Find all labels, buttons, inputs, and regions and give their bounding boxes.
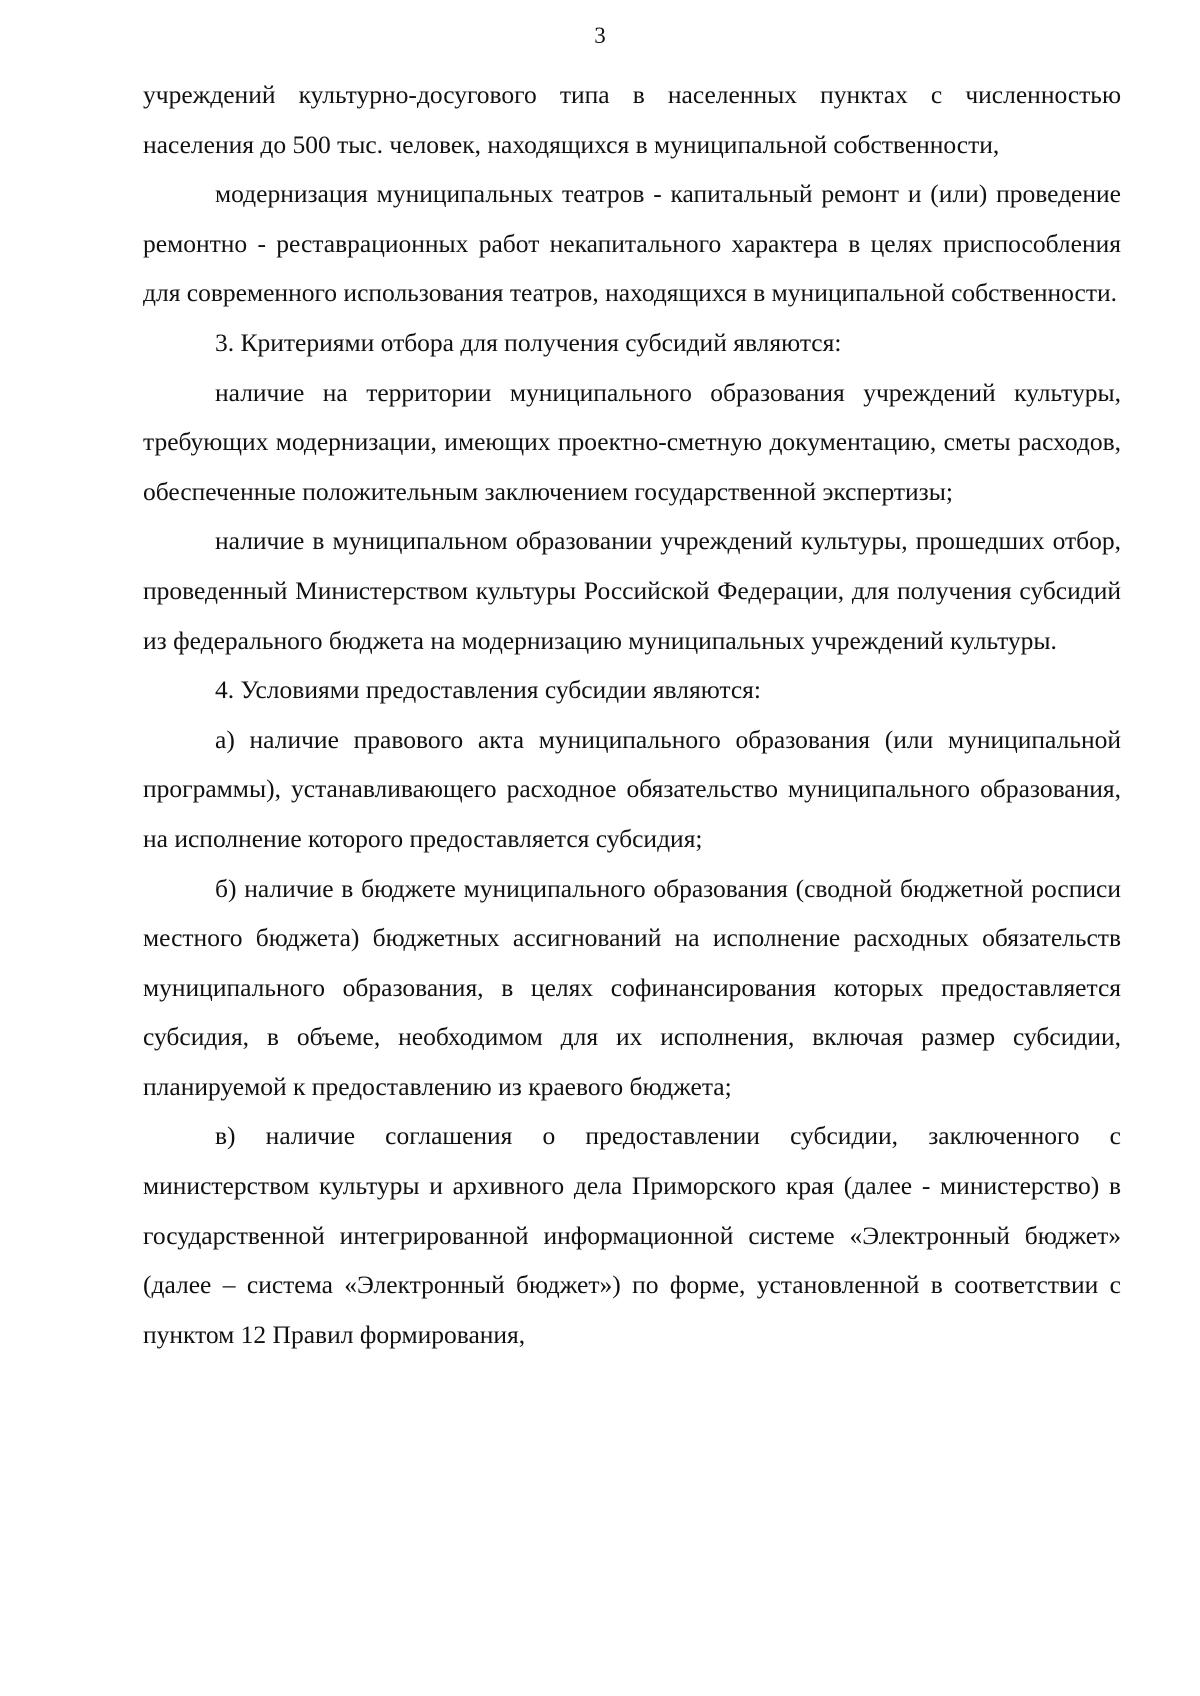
paragraph-condition-b: б) наличие в бюджете муниципального образования (сводной бюджетной росписи местного бюджета) бюджетных ассигнований на исполнение расходных обязательств муниципального образования, в целях софинансирования которых предоставляется субсидия, в объеме, необходимом для их исполнения, включая размер субсидии, планируемой к предоставлению из краевого бюджета; [143,873,1121,1101]
paragraph-condition-a: а) наличие правового акта муниципального образования (или муниципальной программы), устанавливающего расходное обязательство муниципального образования, на исполнение которого предоставляется субсидия; [143,724,1121,853]
paragraph-section-3-heading: 3. Критериями отбора для получения субсидий являются: [215,327,842,357]
paragraph-section-4-heading: 4. Условиями предоставления субсидии являются: [215,675,761,705]
document-body [143,70,1121,1359]
paragraph-condition-v: в) наличие соглашения о предоставлении субсидии, заключенного с министерством культуры и архивного дела Приморского края (далее - министерство) в государственной интегрированной информационной системе «Электронный бюджет» (далее – система «Электронный бюджет») по форме, установленной в соответствии с пунктом 12 Правил формирования, [143,1121,1121,1349]
page-number: 3 [594,23,606,48]
paragraph-criterion-2: наличие в муниципальном образовании учреждений культуры, прошедших отбор, проведенный Министерством культуры Российской Федерации, для получения субсидий из федерального бюджета на модернизацию муниципальных учреждений культуры. [143,526,1121,655]
paragraph-theatres-modernization: модернизация муниципальных театров - капитальный ремонт и (или) проведение ремонтно - реставрационных работ некапитального характера в целях приспособления для современного использования театров, находящихся в муниципальной собственности. [143,179,1121,308]
paragraph-criterion-1: наличие на территории муниципального образования учреждений культуры, требующих модернизации, имеющих проектно-сметную документацию, сметы расходов, обеспеченные положительным заключением государственной экспертизы; [143,377,1121,506]
paragraph-continuation: учреждений культурно-досугового типа в населенных пунктах с численностью населения до 500 тыс. человек, находящихся в муниципальной собственности, [143,80,1121,159]
